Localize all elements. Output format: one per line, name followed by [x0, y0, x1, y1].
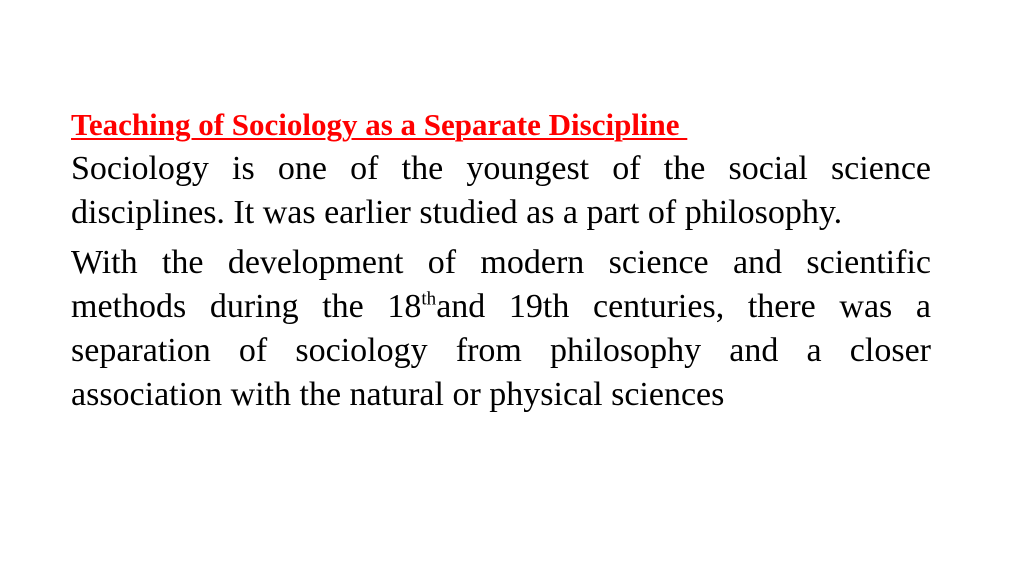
- paragraph-development: [71, 241, 931, 417]
- ordinal-superscript: th: [421, 288, 437, 310]
- paragraph-development-text-end: and 19th centuries, there was a separation of sociology from philosophy and a closer association with the natural or physical sciences: [71, 288, 931, 413]
- slide-title: Teaching of Sociology as a Separate Discipline: [71, 107, 688, 142]
- paragraph-development-text-start: With the development of modern science and scientific methods during the 18: [71, 244, 931, 325]
- paragraph-intro: Sociology is one of the youngest of the social science disciplines. It was earlier studied as a part of philosophy.: [71, 150, 931, 231]
- slide-content: [71, 103, 931, 417]
